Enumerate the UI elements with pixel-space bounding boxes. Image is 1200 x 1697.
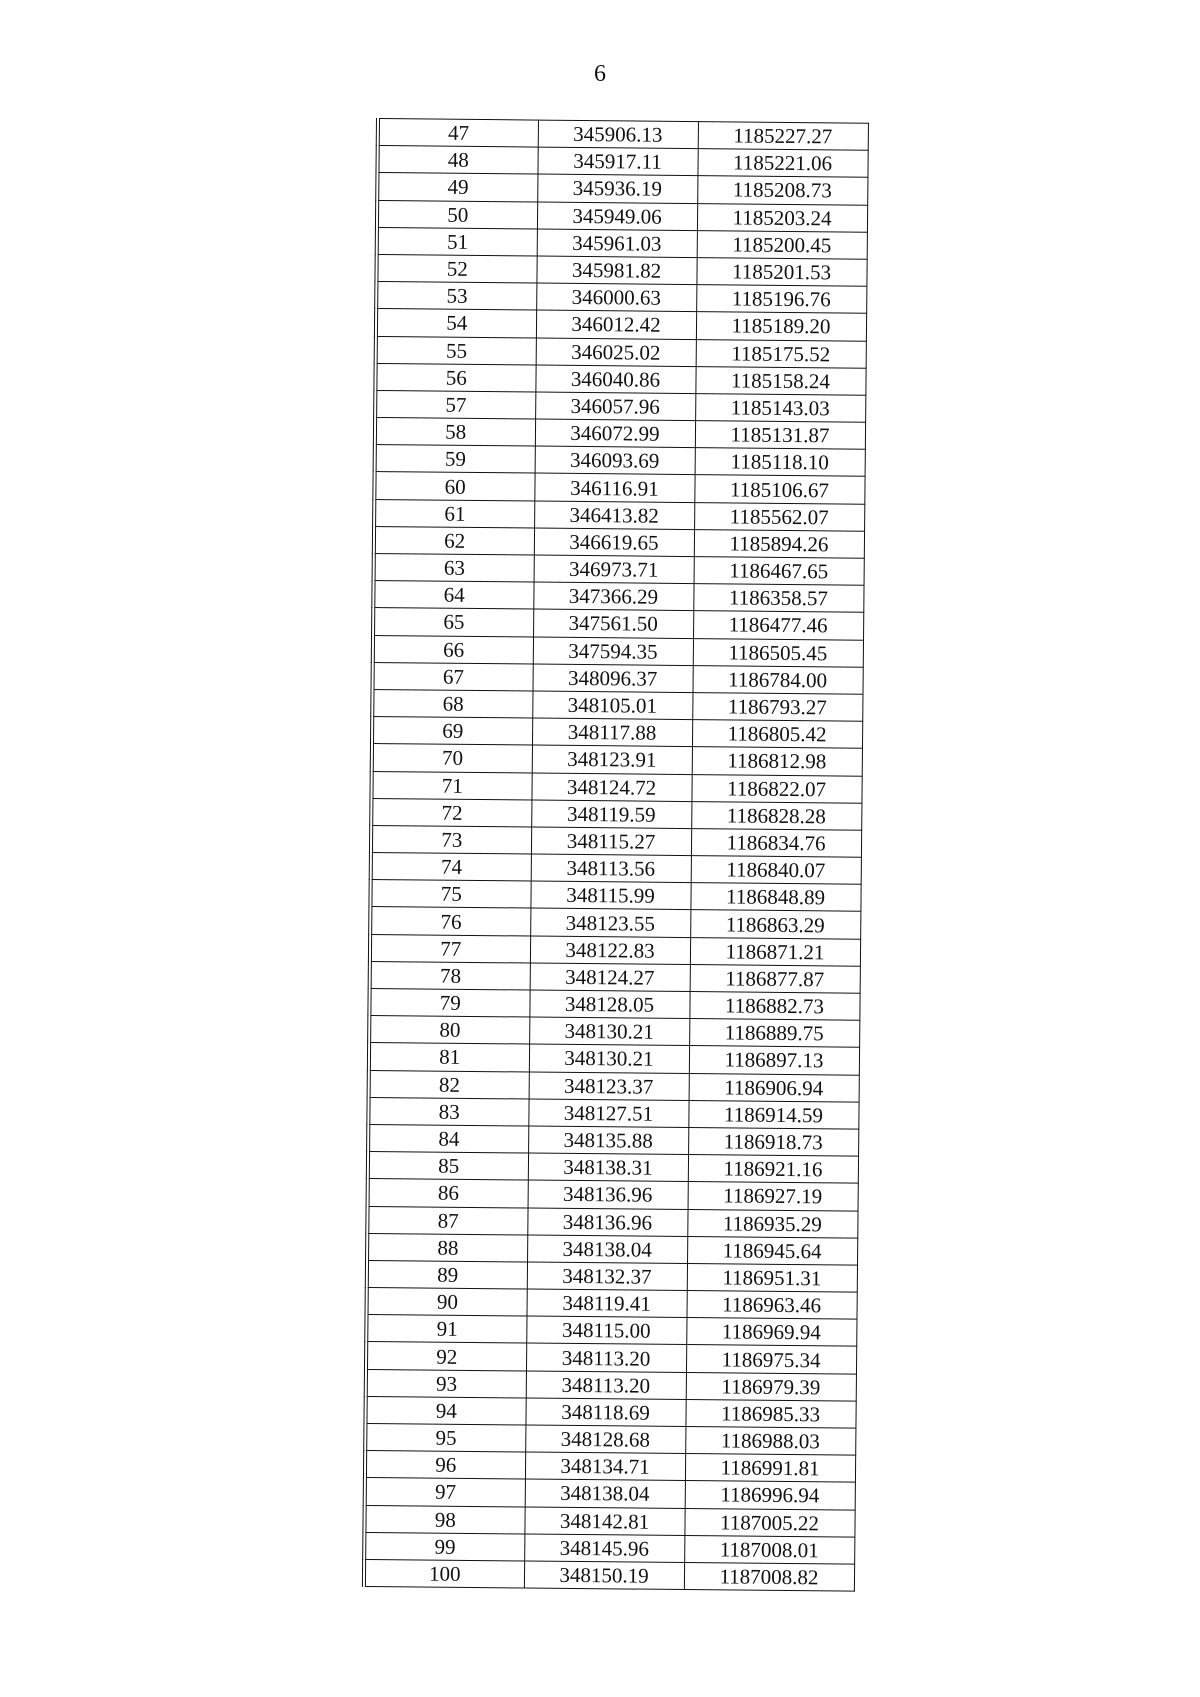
y-coordinate-cell: 1186975.34 — [686, 1345, 856, 1374]
y-coordinate-cell: 1186805.42 — [692, 720, 862, 749]
y-coordinate-cell: 1185175.52 — [696, 339, 866, 368]
point-number-cell: 56 — [375, 363, 535, 392]
x-coordinate-cell: 348115.99 — [530, 881, 690, 910]
x-coordinate-cell: 346012.42 — [536, 310, 696, 339]
y-coordinate-cell: 1186505.45 — [693, 638, 863, 667]
y-coordinate-cell: 1186793.27 — [692, 693, 862, 722]
point-number-cell: 65 — [373, 608, 533, 637]
y-coordinate-cell: 1186935.29 — [687, 1209, 857, 1238]
y-coordinate-cell: 1186969.94 — [686, 1318, 856, 1347]
x-coordinate-cell: 345961.03 — [537, 229, 697, 258]
x-coordinate-cell: 346072.99 — [535, 419, 695, 448]
point-number-cell: 95 — [365, 1423, 525, 1452]
x-coordinate-cell: 346025.02 — [536, 338, 696, 367]
point-number-cell: 84 — [368, 1124, 528, 1153]
y-coordinate-cell: 1186834.76 — [691, 828, 861, 857]
x-coordinate-cell: 347366.29 — [533, 582, 693, 611]
y-coordinate-cell: 1185894.26 — [694, 529, 864, 558]
y-coordinate-cell: 1186996.94 — [685, 1481, 855, 1510]
point-number-cell: 85 — [368, 1152, 528, 1181]
y-coordinate-cell: 1186988.03 — [685, 1427, 855, 1456]
x-coordinate-cell: 348132.37 — [527, 1262, 687, 1291]
point-number-cell: 52 — [376, 254, 536, 283]
coordinates-table-body — [364, 119, 868, 1592]
y-coordinate-cell: 1186828.28 — [691, 801, 861, 830]
x-coordinate-cell: 348117.88 — [532, 718, 692, 747]
y-coordinate-cell: 1186840.07 — [691, 856, 861, 885]
y-coordinate-cell: 1185221.06 — [697, 149, 867, 178]
point-number-cell: 78 — [370, 961, 530, 990]
point-number-cell: 90 — [367, 1288, 527, 1317]
y-coordinate-cell: 1187008.01 — [684, 1535, 854, 1564]
x-coordinate-cell: 348122.83 — [530, 936, 690, 965]
point-number-cell: 98 — [364, 1505, 524, 1534]
y-coordinate-cell: 1186882.73 — [689, 992, 859, 1021]
point-number-cell: 60 — [374, 472, 534, 501]
point-number-cell: 92 — [366, 1342, 526, 1371]
point-number-cell: 86 — [368, 1179, 528, 1208]
x-coordinate-cell: 348127.51 — [528, 1099, 688, 1128]
point-number-cell: 83 — [368, 1097, 528, 1126]
y-coordinate-cell: 1186822.07 — [691, 774, 861, 803]
x-coordinate-cell: 348115.00 — [526, 1316, 686, 1345]
table-row — [364, 1559, 854, 1591]
x-coordinate-cell: 346093.69 — [535, 446, 695, 475]
coordinates-table — [362, 118, 869, 1592]
y-coordinate-cell: 1187008.82 — [684, 1562, 854, 1591]
y-coordinate-cell: 1187005.22 — [684, 1508, 854, 1537]
x-coordinate-cell: 348105.01 — [532, 691, 692, 720]
x-coordinate-cell: 345949.06 — [537, 202, 697, 231]
y-coordinate-cell: 1186991.81 — [685, 1454, 855, 1483]
point-number-cell: 64 — [373, 581, 533, 610]
x-coordinate-cell: 348096.37 — [533, 664, 693, 693]
y-coordinate-cell: 1185158.24 — [695, 366, 865, 395]
point-number-cell: 94 — [365, 1396, 525, 1425]
point-number-cell: 49 — [377, 173, 537, 202]
x-coordinate-cell: 346116.91 — [534, 473, 694, 502]
x-coordinate-cell: 348123.55 — [530, 908, 690, 937]
y-coordinate-cell: 1185201.53 — [696, 258, 866, 287]
point-number-cell: 53 — [376, 282, 536, 311]
page-number: 6 — [594, 61, 606, 87]
y-coordinate-cell: 1186848.89 — [690, 883, 860, 912]
point-number-cell: 74 — [371, 853, 531, 882]
x-coordinate-cell: 348113.20 — [526, 1343, 686, 1372]
y-coordinate-cell: 1185189.20 — [696, 312, 866, 341]
point-number-cell: 87 — [367, 1206, 527, 1235]
point-number-cell: 89 — [367, 1260, 527, 1289]
y-coordinate-cell: 1186921.16 — [688, 1155, 858, 1184]
x-coordinate-cell: 348119.59 — [531, 800, 691, 829]
point-number-cell: 73 — [371, 825, 531, 854]
x-coordinate-cell: 348123.37 — [529, 1072, 689, 1101]
point-number-cell: 93 — [366, 1369, 526, 1398]
x-coordinate-cell: 348123.91 — [532, 745, 692, 774]
y-coordinate-cell: 1185200.45 — [697, 230, 867, 259]
x-coordinate-cell: 347594.35 — [533, 637, 693, 666]
x-coordinate-cell: 348136.96 — [527, 1208, 687, 1237]
point-number-cell: 72 — [371, 798, 531, 827]
y-coordinate-cell: 1186914.59 — [688, 1100, 858, 1129]
x-coordinate-cell: 348130.21 — [529, 1017, 689, 1046]
y-coordinate-cell: 1185196.76 — [696, 285, 866, 314]
x-coordinate-cell: 345917.11 — [537, 147, 697, 176]
y-coordinate-cell: 1186467.65 — [694, 557, 864, 586]
point-number-cell: 62 — [374, 526, 534, 555]
y-coordinate-cell: 1186985.33 — [685, 1399, 855, 1428]
point-number-cell: 88 — [367, 1233, 527, 1262]
point-number-cell: 47 — [378, 119, 538, 148]
point-number-cell: 50 — [377, 200, 537, 229]
x-coordinate-cell: 348119.41 — [527, 1289, 687, 1318]
y-coordinate-cell: 1185118.10 — [695, 448, 865, 477]
point-number-cell: 99 — [364, 1532, 524, 1561]
point-number-cell: 100 — [364, 1559, 524, 1588]
point-number-cell: 81 — [369, 1043, 529, 1072]
y-coordinate-cell: 1185562.07 — [694, 502, 864, 531]
x-coordinate-cell: 348150.19 — [524, 1561, 684, 1590]
y-coordinate-cell: 1186979.39 — [686, 1372, 856, 1401]
point-number-cell: 69 — [372, 717, 532, 746]
point-number-cell: 77 — [370, 934, 530, 963]
y-coordinate-cell: 1186918.73 — [688, 1127, 858, 1156]
point-number-cell: 91 — [366, 1315, 526, 1344]
point-number-cell: 59 — [375, 445, 535, 474]
y-coordinate-cell: 1186358.57 — [693, 584, 863, 613]
x-coordinate-cell: 348128.68 — [525, 1425, 685, 1454]
point-number-cell: 96 — [365, 1451, 525, 1480]
x-coordinate-cell: 346973.71 — [534, 555, 694, 584]
y-coordinate-cell: 1185208.73 — [697, 176, 867, 205]
y-coordinate-cell: 1186812.98 — [692, 747, 862, 776]
y-coordinate-cell: 1186889.75 — [689, 1019, 859, 1048]
point-number-cell: 51 — [377, 227, 537, 256]
x-coordinate-cell: 348118.69 — [525, 1398, 685, 1427]
point-number-cell: 80 — [369, 1016, 529, 1045]
x-coordinate-cell: 348138.31 — [528, 1153, 688, 1182]
x-coordinate-cell: 348135.88 — [528, 1126, 688, 1155]
y-coordinate-cell: 1186906.94 — [689, 1073, 859, 1102]
y-coordinate-cell: 1186927.19 — [688, 1182, 858, 1211]
x-coordinate-cell: 345906.13 — [538, 120, 698, 149]
point-number-cell: 54 — [376, 309, 536, 338]
y-coordinate-cell: 1185143.03 — [695, 393, 865, 422]
x-coordinate-cell: 348134.71 — [525, 1452, 685, 1481]
point-number-cell: 79 — [369, 988, 529, 1017]
x-coordinate-cell: 348136.96 — [528, 1180, 688, 1209]
y-coordinate-cell: 1186945.64 — [687, 1236, 857, 1265]
point-number-cell: 68 — [372, 689, 532, 718]
y-coordinate-cell: 1186897.13 — [689, 1046, 859, 1075]
x-coordinate-cell: 348113.56 — [531, 854, 691, 883]
point-number-cell: 71 — [371, 771, 531, 800]
x-coordinate-cell: 348128.05 — [529, 990, 689, 1019]
x-coordinate-cell: 348130.21 — [529, 1044, 689, 1073]
x-coordinate-cell: 347561.50 — [533, 609, 693, 638]
x-coordinate-cell: 348124.27 — [530, 963, 690, 992]
x-coordinate-cell: 346000.63 — [536, 283, 696, 312]
x-coordinate-cell: 346619.65 — [534, 528, 694, 557]
point-number-cell: 57 — [375, 390, 535, 419]
x-coordinate-cell: 346057.96 — [535, 392, 695, 421]
point-number-cell: 82 — [369, 1070, 529, 1099]
y-coordinate-cell: 1186951.31 — [687, 1263, 857, 1292]
y-coordinate-cell: 1186863.29 — [690, 910, 860, 939]
x-coordinate-cell: 348124.72 — [531, 773, 691, 802]
y-coordinate-cell: 1186877.87 — [690, 964, 860, 993]
point-number-cell: 61 — [374, 499, 534, 528]
point-number-cell: 97 — [365, 1478, 525, 1507]
point-number-cell: 55 — [376, 336, 536, 365]
x-coordinate-cell: 348138.04 — [525, 1479, 685, 1508]
x-coordinate-cell: 345981.82 — [536, 256, 696, 285]
point-number-cell: 58 — [375, 418, 535, 447]
y-coordinate-cell: 1185106.67 — [694, 475, 864, 504]
point-number-cell: 63 — [374, 553, 534, 582]
y-coordinate-cell: 1185131.87 — [695, 421, 865, 450]
point-number-cell: 76 — [370, 907, 530, 936]
x-coordinate-cell: 348113.20 — [526, 1371, 686, 1400]
x-coordinate-cell: 348142.81 — [524, 1507, 684, 1536]
y-coordinate-cell: 1185227.27 — [698, 122, 868, 151]
y-coordinate-cell: 1186963.46 — [686, 1291, 856, 1320]
x-coordinate-cell: 346040.86 — [535, 365, 695, 394]
point-number-cell: 70 — [372, 744, 532, 773]
y-coordinate-cell: 1186477.46 — [693, 611, 863, 640]
point-number-cell: 48 — [377, 146, 537, 175]
x-coordinate-cell: 348115.27 — [531, 827, 691, 856]
y-coordinate-cell: 1186784.00 — [692, 665, 862, 694]
y-coordinate-cell: 1186871.21 — [690, 937, 860, 966]
point-number-cell: 75 — [370, 880, 530, 909]
point-number-cell: 67 — [373, 662, 533, 691]
x-coordinate-cell: 346413.82 — [534, 501, 694, 530]
x-coordinate-cell: 348138.04 — [527, 1235, 687, 1264]
x-coordinate-cell: 348145.96 — [524, 1534, 684, 1563]
coordinates-table-container — [362, 118, 866, 1592]
x-coordinate-cell: 345936.19 — [537, 174, 697, 203]
y-coordinate-cell: 1185203.24 — [697, 203, 867, 232]
point-number-cell: 66 — [373, 635, 533, 664]
